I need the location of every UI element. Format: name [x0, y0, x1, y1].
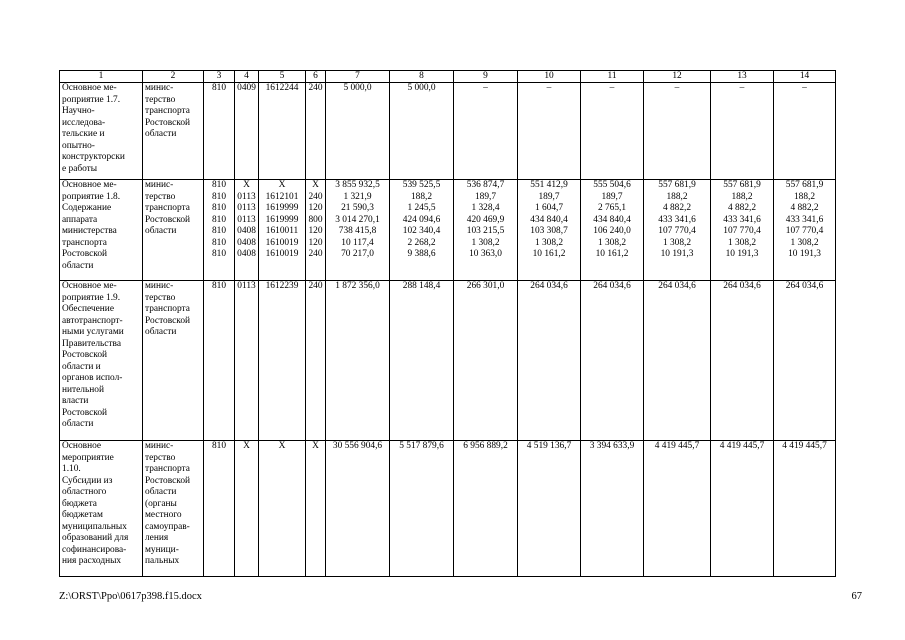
value-cell-4: 0409	[235, 83, 259, 180]
activity-name-cell: Основное ме- роприятие 1.8. Содержание аппарата министерства транспорта Ростовской области	[60, 180, 143, 281]
value-cell-9: 536 874,7 189,7 1 328,4 420 469,9 103 215,5 1 308,2 10 363,0	[454, 180, 518, 281]
column-header-6: 6	[306, 71, 326, 83]
value-cell-6: X 240 120 800 120 120 240	[306, 180, 326, 281]
value-cell-5: 1612244	[259, 83, 306, 180]
value-cell-12: 557 681,9 188,2 4 882,2 433 341,6 107 770,4 1 308,2 10 191,3	[644, 180, 711, 281]
value-cell-8: 288 148,4	[390, 281, 454, 441]
value-cell-6: 240	[306, 83, 326, 180]
value-cell-4: X 0113 0113 0113 0408 0408 0408	[235, 180, 259, 281]
value-cell-3: 810	[204, 441, 235, 577]
value-cell-13: 4 419 445,7	[711, 441, 774, 577]
value-cell-7: 5 000,0	[326, 83, 390, 180]
value-cell-13: –	[711, 83, 774, 180]
value-cell-8: 5 517 879,6	[390, 441, 454, 577]
value-cell-7: 1 872 356,0	[326, 281, 390, 441]
column-header-11: 11	[581, 71, 644, 83]
header-row	[60, 71, 836, 83]
column-header-1: 1	[60, 71, 143, 83]
value-cell-12: 264 034,6	[644, 281, 711, 441]
column-header-9: 9	[454, 71, 518, 83]
value-cell-13: 264 034,6	[711, 281, 774, 441]
value-cell-12: –	[644, 83, 711, 180]
value-cell-8: 539 525,5 188,2 1 245,5 424 094,6 102 340,4 2 268,2 9 388,6	[390, 180, 454, 281]
value-cell-11: 264 034,6	[581, 281, 644, 441]
value-cell-10: 264 034,6	[518, 281, 581, 441]
value-cell-14: 4 419 445,7	[774, 441, 836, 577]
value-cell-6: X	[306, 441, 326, 577]
executor-cell: минис- терство транспорта Ростовской области	[143, 281, 204, 441]
column-header-5: 5	[259, 71, 306, 83]
value-cell-11: –	[581, 83, 644, 180]
executor-cell: минис- терство транспорта Ростовской области (органы местного самоуправ- ления муници- пальных	[143, 441, 204, 577]
document-path: Z:\ORST\Ppo\0617p398.f15.docx	[59, 591, 202, 602]
value-cell-4: 0113	[235, 281, 259, 441]
value-cell-14: 557 681,9 188,2 4 882,2 433 341,6 107 770,4 1 308,2 10 191,3	[774, 180, 836, 281]
executor-cell: минис- терство транспорта Ростовской области	[143, 83, 204, 180]
value-cell-6: 240	[306, 281, 326, 441]
column-header-10: 10	[518, 71, 581, 83]
table-row	[60, 281, 836, 441]
value-cell-9: –	[454, 83, 518, 180]
value-cell-9: 6 956 889,2	[454, 441, 518, 577]
value-cell-3: 810	[204, 281, 235, 441]
value-cell-9: 266 301,0	[454, 281, 518, 441]
value-cell-5: X	[259, 441, 306, 577]
value-cell-10: 551 412,9 189,7 1 604,7 434 840,4 103 308,7 1 308,2 10 161,2	[518, 180, 581, 281]
value-cell-10: 4 519 136,7	[518, 441, 581, 577]
activity-name-cell: Основное ме- роприятие 1.9. Обеспечение автотранспорт- ными услугами Правительства Ростовской области и органов испол- нительной власти Ростовской области	[60, 281, 143, 441]
page-number: 67	[851, 591, 862, 602]
column-header-8: 8	[390, 71, 454, 83]
column-header-4: 4	[235, 71, 259, 83]
value-cell-7: 3 855 932,5 1 321,9 21 590,3 3 014 270,1 738 415,8 10 117,4 70 217,0	[326, 180, 390, 281]
value-cell-3: 810	[204, 83, 235, 180]
value-cell-5: X 1612101 1619999 1619999 1610011 1610019 1610019	[259, 180, 306, 281]
value-cell-14: –	[774, 83, 836, 180]
column-header-12: 12	[644, 71, 711, 83]
value-cell-13: 557 681,9 188,2 4 882,2 433 341,6 107 770,4 1 308,2 10 191,3	[711, 180, 774, 281]
value-cell-10: –	[518, 83, 581, 180]
value-cell-4: X	[235, 441, 259, 577]
table-row	[60, 83, 836, 180]
value-cell-11: 3 394 633,9	[581, 441, 644, 577]
activity-name-cell: Основное ме- роприятие 1.7. Научно- исследова- тельские и опытно- конструкторски е работы	[60, 83, 143, 180]
table-row	[60, 180, 836, 281]
budget-table	[59, 70, 836, 577]
value-cell-8: 5 000,0	[390, 83, 454, 180]
value-cell-14: 264 034,6	[774, 281, 836, 441]
column-header-14: 14	[774, 71, 836, 83]
value-cell-11: 555 504,6 189,7 2 765,1 434 840,4 106 240,0 1 308,2 10 161,2	[581, 180, 644, 281]
value-cell-5: 1612239	[259, 281, 306, 441]
column-header-2: 2	[143, 71, 204, 83]
column-header-3: 3	[204, 71, 235, 83]
column-header-13: 13	[711, 71, 774, 83]
value-cell-12: 4 419 445,7	[644, 441, 711, 577]
executor-cell: минис- терство транспорта Ростовской области	[143, 180, 204, 281]
value-cell-7: 30 556 904,6	[326, 441, 390, 577]
table-row	[60, 441, 836, 577]
activity-name-cell: Основное мероприятие 1.10. Субсидии из областного бюджета бюджетам муниципальных образований для софинансирова- ния расходных	[60, 441, 143, 577]
value-cell-3: 810 810 810 810 810 810 810	[204, 180, 235, 281]
column-header-7: 7	[326, 71, 390, 83]
